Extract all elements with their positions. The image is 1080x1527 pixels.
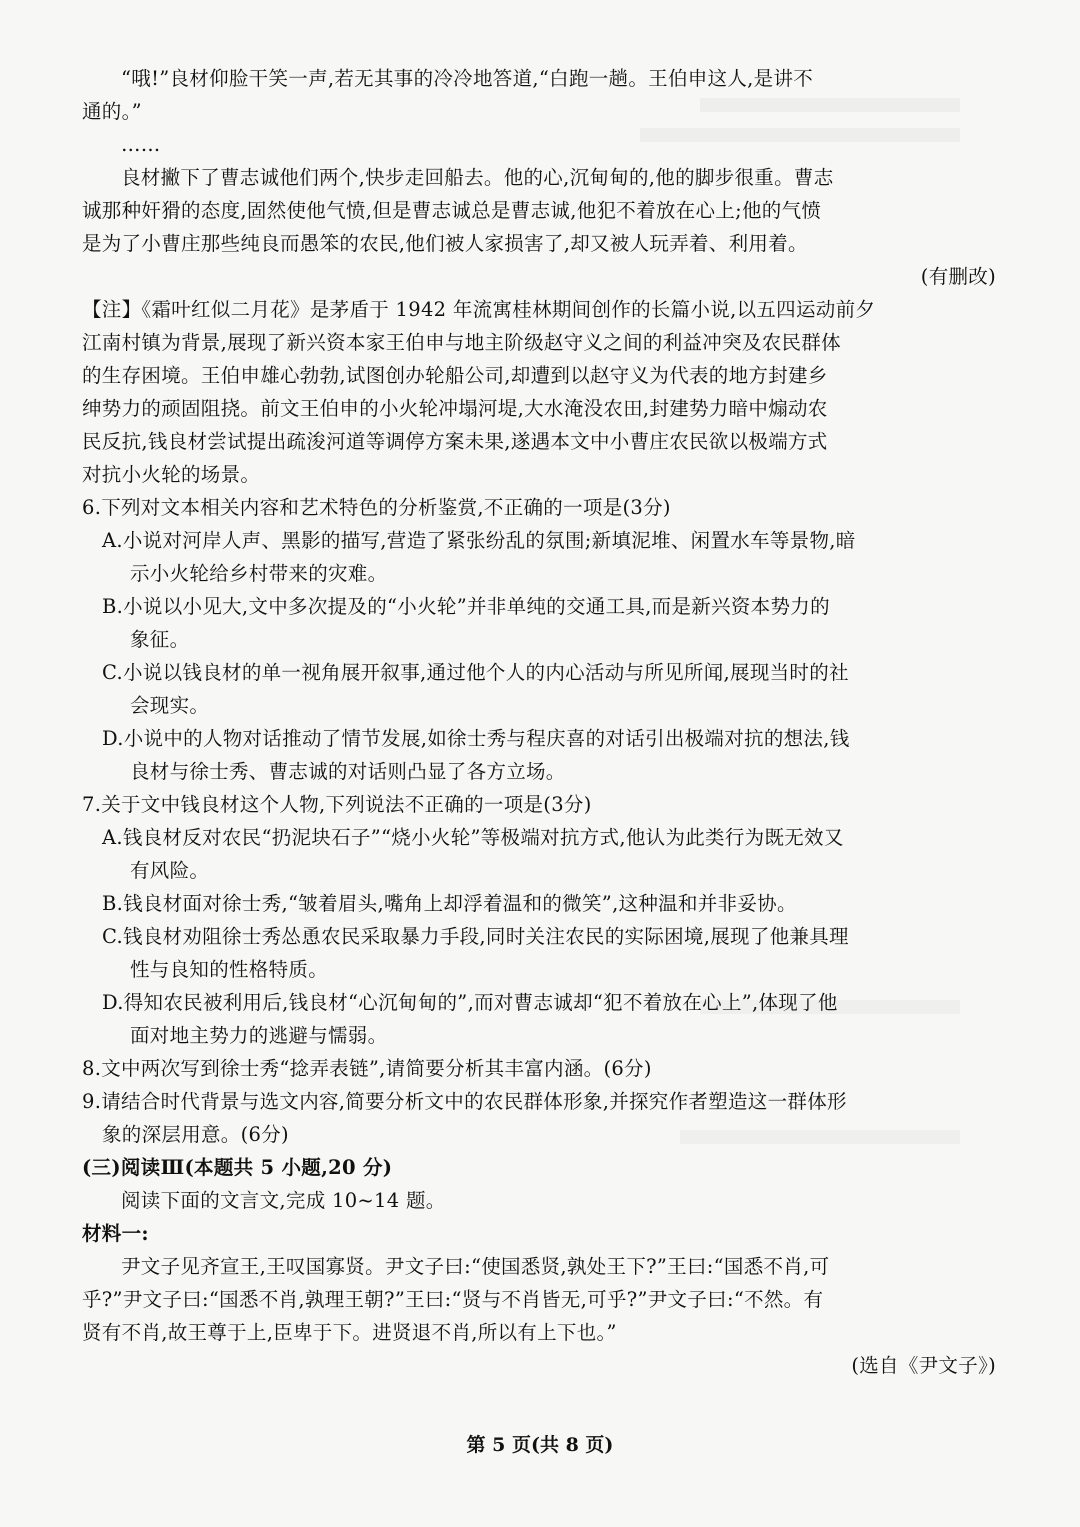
question-6-option-b: B.小说以小见大,文中多次提及的“小火轮”并非单纯的交通工具,而是新兴资本势力的 (102, 595, 830, 618)
question-6-option-a: A.小说对河岸人声、黑影的描写,营造了紧张纷乱的氛围;新填泥堆、闲置水车等景物,暗 (102, 529, 856, 552)
material-line: 尹文子见齐宣王,王叹国寡贤。尹文子曰:“使国悉贤,孰处王下?”王曰:“国悉不肖,可 (121, 1255, 830, 1278)
question-6-option-b: 象征。 (130, 628, 190, 651)
question-7-option-c: 性与良知的性格特质。 (130, 958, 329, 981)
question-7-stem: 7.关于文中钱良材这个人物,下列说法不正确的一项是(3分) (82, 793, 592, 816)
question-6-option-a: 示小火轮给乡村带来的灾难。 (130, 562, 388, 585)
material-source: (选自《尹文子》) (851, 1354, 996, 1377)
question-7-option-a: 有风险。 (130, 859, 210, 882)
section-3-instruction: 阅读下面的文言文,完成 10~14 题。 (121, 1189, 446, 1212)
question-6-option-c: C.小说以钱良材的单一视角展开叙事,通过他个人的内心活动与所见所闻,展现当时的社 (102, 661, 849, 684)
question-6-stem: 6.下列对文本相关内容和艺术特色的分析鉴赏,不正确的一项是(3分) (82, 496, 671, 519)
question-7-option-d: 面对地主势力的逃避与懦弱。 (130, 1024, 388, 1047)
page-number: 第 5 页(共 8 页) (466, 1434, 614, 1456)
note-line: 民反抗,钱良材尝试提出疏浚河道等调停方案未果,遂遇本文中小曹庄农民欲以极端方式 (82, 430, 828, 453)
passage-line: “哦!”良材仰脸干笑一声,若无其事的冷冷地答道,“白跑一趟。王伯申这人,是讲不 (121, 67, 814, 90)
question-9-stem: 象的深层用意。(6分) (102, 1123, 289, 1146)
question-9-stem: 9.请结合时代背景与选文内容,简要分析文中的农民群体形象,并探究作者塑造这一群体形 (82, 1090, 847, 1113)
question-7-option-a: A.钱良材反对农民“扔泥块石子”“烧小火轮”等极端对抗方式,他认为此类行为既无效又 (102, 826, 844, 849)
passage-line: 良材撇下了曹志诚他们两个,快步走回船去。他的心,沉甸甸的,他的脚步很重。曹志 (121, 166, 834, 189)
material-line: 乎?”尹文子曰:“国悉不肖,孰理王朝?”王曰:“贤与不肖皆无,可乎?”尹文子曰:“不然。有 (82, 1288, 824, 1311)
question-6-option-d: D.小说中的人物对话推动了情节发展,如徐士秀与程庆喜的对话引出极端对抗的想法,钱 (102, 727, 850, 750)
passage-line: 诚那种奸猾的态度,固然使他气愤,但是曹志诚总是曹志诚,他犯不着放在心上;他的气愤 (82, 199, 822, 222)
note-line: 绅势力的顽固阻挠。前文王伯申的小火轮冲塌河堤,大水淹没农田,封建势力暗中煽动农 (82, 397, 828, 420)
note-line: 江南村镇为背景,展现了新兴资本家王伯申与地主阶级赵守义之间的利益冲突及农民群体 (82, 331, 841, 354)
material-line: 贤有不肖,故王尊于上,臣卑于下。进贤退不肖,所以有上下也。” (82, 1321, 617, 1344)
note-line: 【注】《霜叶红似二月花》是茅盾于 1942 年流寓桂林期间创作的长篇小说,以五四运动前夕 (82, 298, 876, 321)
passage-source: (有删改) (920, 265, 996, 288)
passage-line: 是为了小曹庄那些纯良而愚笨的农民,他们被人家损害了,却又被人玩弄着、利用着。 (82, 232, 808, 255)
passage-line: 通的。” (82, 100, 142, 123)
question-7-option-c: C.钱良材劝阻徐士秀怂恿农民采取暴力手段,同时关注农民的实际困境,展现了他兼具理 (102, 925, 849, 948)
question-8-stem: 8.文中两次写到徐士秀“捻弄表链”,请简要分析其丰富内涵。(6分) (82, 1057, 652, 1080)
material-label: 材料一: (82, 1222, 149, 1245)
page-content (82, 62, 996, 1382)
question-6-option-d: 良材与徐士秀、曹志诚的对话则凸显了各方立场。 (130, 760, 566, 783)
section-3-title: (三)阅读Ⅲ(本题共 5 小题,20 分) (82, 1156, 393, 1179)
question-6-option-c: 会现实。 (130, 694, 210, 717)
question-7-option-b: B.钱良材面对徐士秀,“皱着眉头,嘴角上却浮着温和的微笑”,这种温和并非妥协。 (102, 892, 797, 915)
note-line: 的生存困境。王伯申雄心勃勃,试图创办轮船公司,却遭到以赵守义为代表的地方封建乡 (82, 364, 828, 387)
passage-ellipsis: …… (121, 133, 161, 156)
note-line: 对抗小火轮的场景。 (82, 463, 261, 486)
question-7-option-d: D.得知农民被利用后,钱良材“心沉甸甸的”,而对曹志诚却“犯不着放在心上”,体现了他 (102, 991, 838, 1014)
